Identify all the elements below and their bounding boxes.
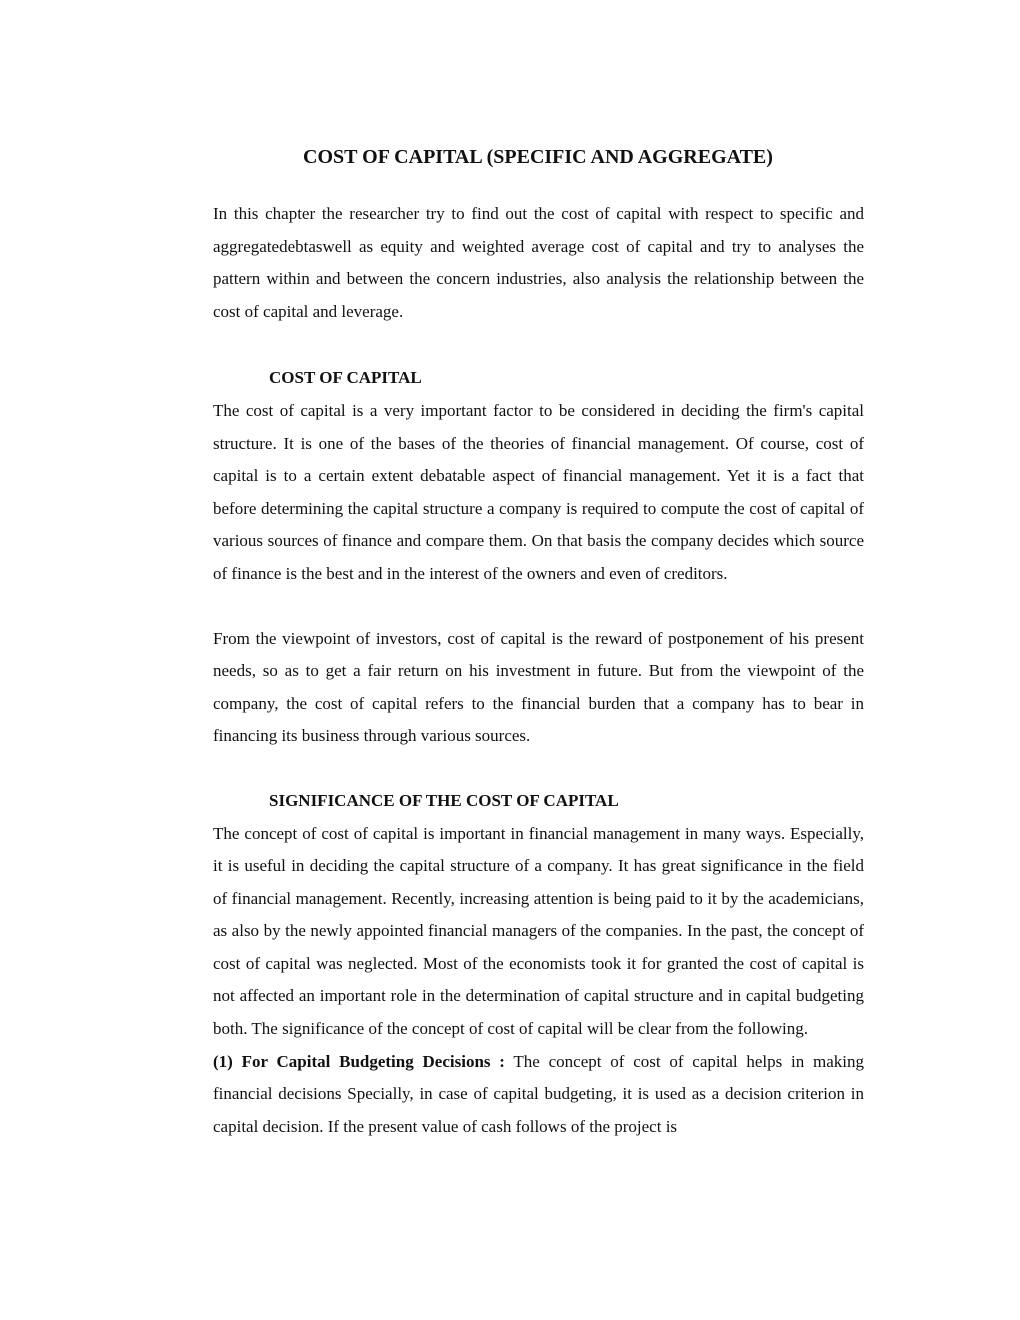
- capital-budgeting-text: The concept of cost of capital helps in making financial decisions Specially, in case of capital budgeting, it is used as a decision criterion in capital decision. If the present value of cash follows of the project is: [213, 1051, 865, 1136]
- intro-paragraph: In this chapter the researcher try to find out the cost of capital with respect to specific and aggregatedebtaswell as equity and weighted average cost of capital and try to analyses the pattern within and between the concern industries, also analysis the relationship between the cost of capital and leverage.: [213, 204, 864, 321]
- section-heading-significance: SIGNIFICANCE OF THE COST OF CAPITAL: [269, 790, 619, 810]
- document-title: COST OF CAPITAL (SPECIFIC AND AGGREGATE): [303, 146, 773, 168]
- capital-budgeting-lead: (1) For Capital Budgeting Decisions :: [213, 1051, 505, 1071]
- document-page: [213, 140, 864, 1143]
- cost-of-capital-paragraph-1: The cost of capital is a very important factor to be considered in deciding the firm's capital structure. It is one of the bases of the theories of financial management. Of course, cost of capital is to a certain extent debatable aspect of financial management. Yet it is a fact that before determining the capital structure a company is required to compute the cost of capital of various sources of finance and compare them. On that basis the company decides which source of finance is the best and in the interest of the owners and even of creditors.: [213, 400, 864, 583]
- capital-budgeting-item: [213, 1046, 864, 1144]
- section-heading-cost-of-capital: COST OF CAPITAL: [269, 368, 422, 388]
- cost-of-capital-paragraph-2: From the viewpoint of investors, cost of capital is the reward of postponement of his present needs, so as to get a fair return on his investment in future. But from the viewpoint of the company, the cost of capital refers to the financial burden that a company has to bear in financing its business through various sources.: [213, 628, 864, 746]
- significance-paragraph: The concept of cost of capital is important in financial management in many ways. Especially, it is useful in deciding the capital structure of a company. It has great significance in the field of financial management. Recently, increasing attention is being paid to it by the academicians, as also by the newly appointed financial managers of the companies. In the past, the concept of cost of capital was neglected. Most of the economists took it for granted the cost of capital is not affected an important role in the determination of capital structure and in capital budgeting both. The significance of the concept of cost of capital will be clear from the following.: [213, 823, 864, 1039]
